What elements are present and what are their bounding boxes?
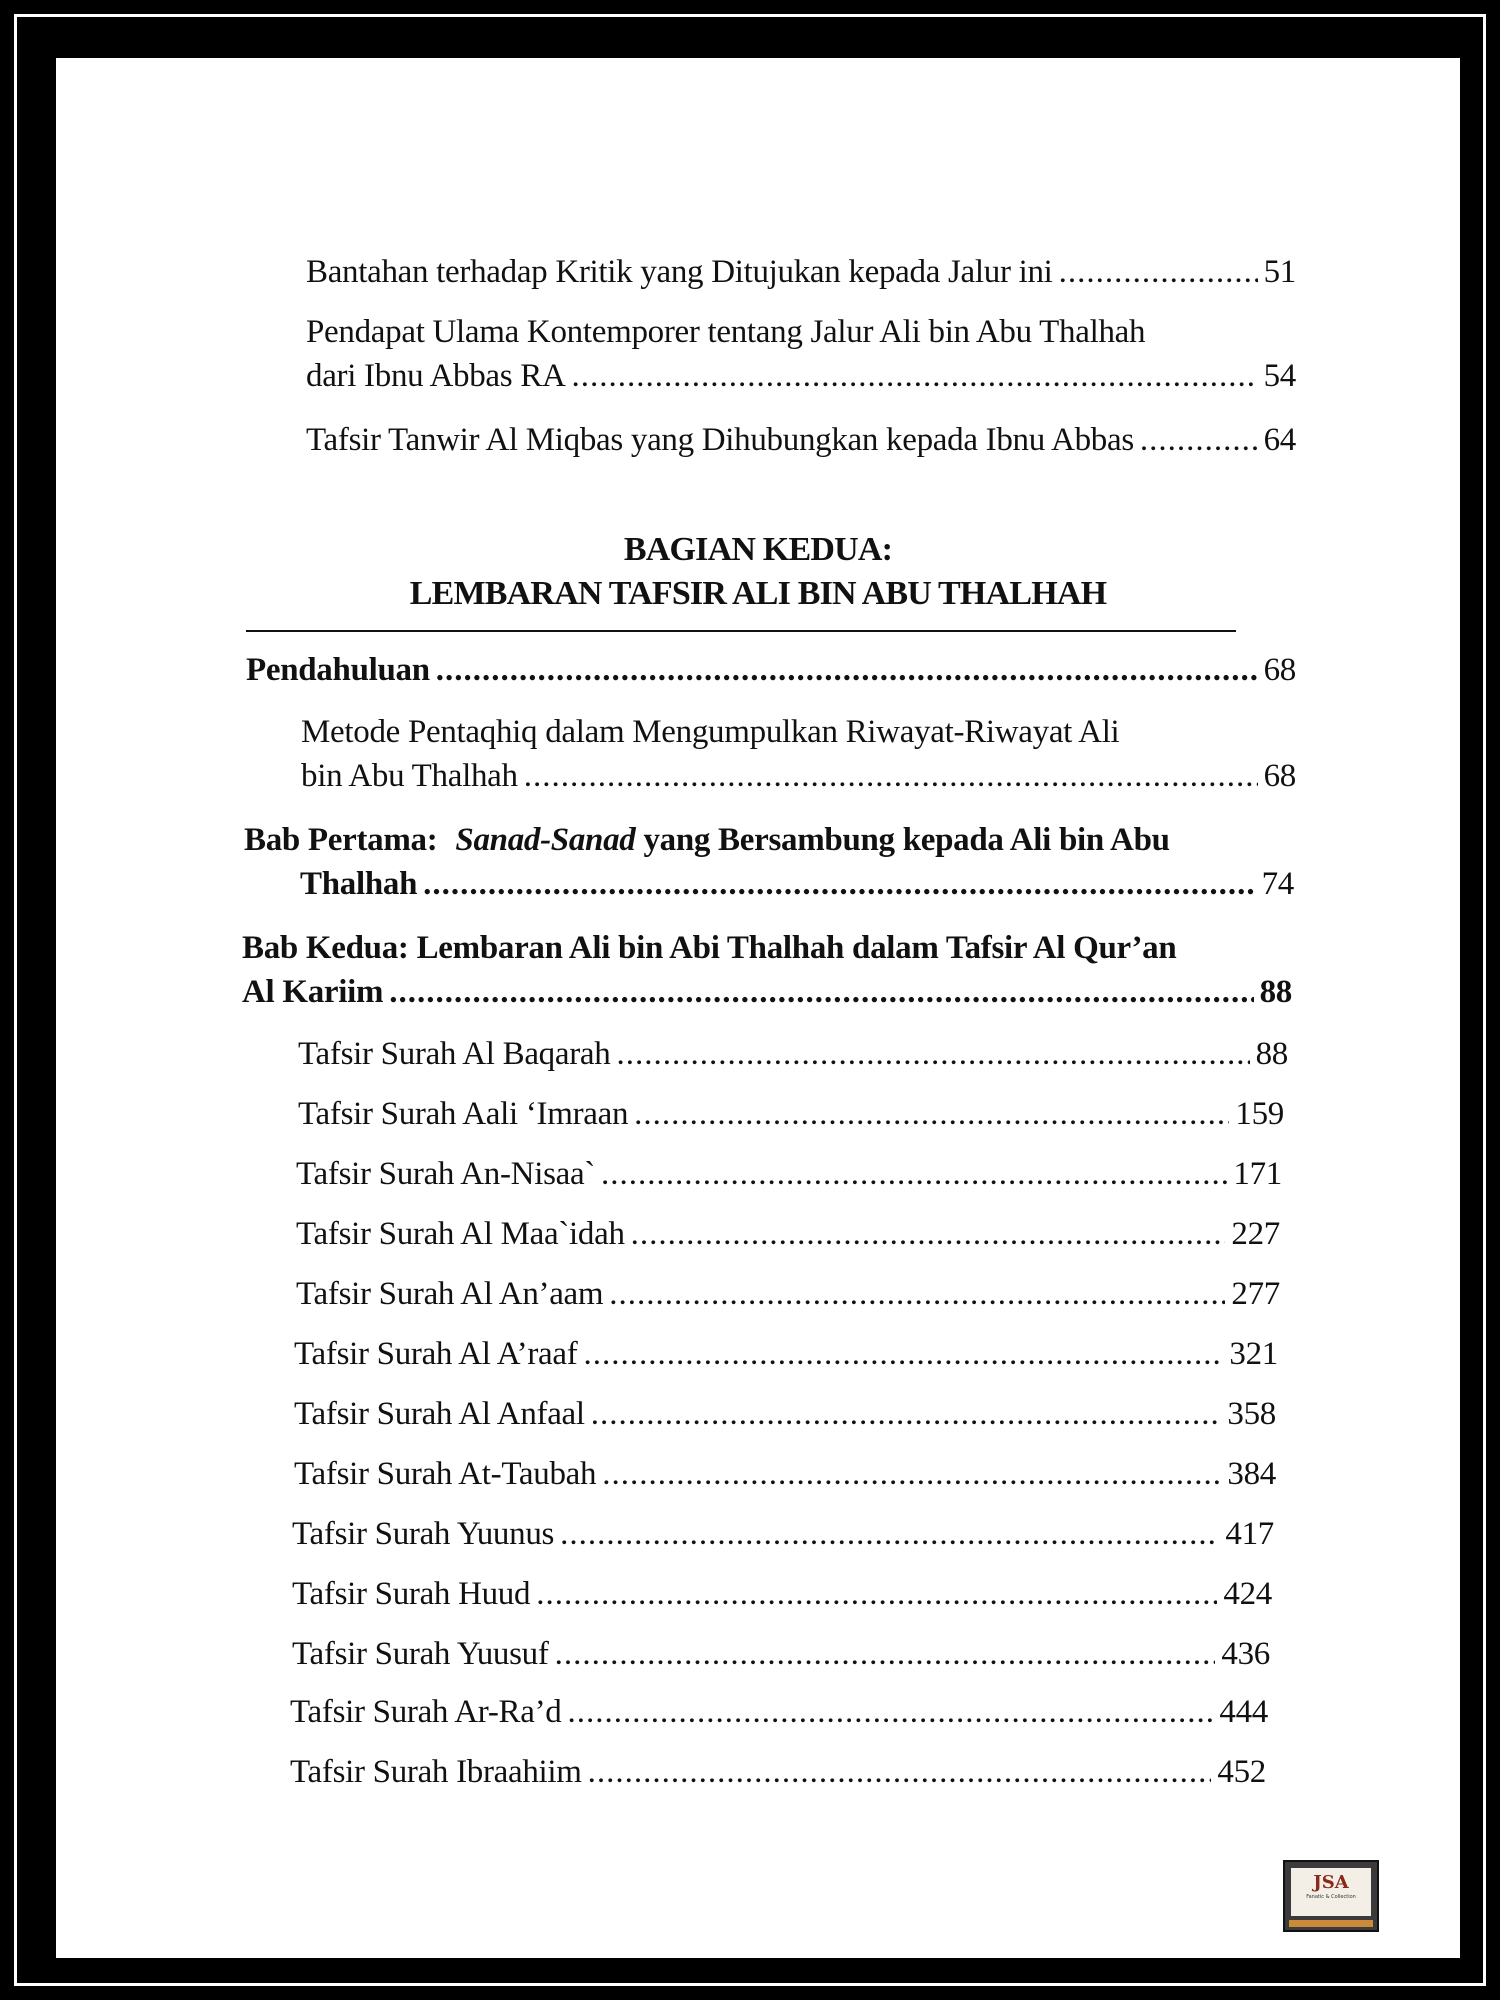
toc-entry-page: 277	[1231, 1276, 1280, 1312]
toc-entry-title-line2: Thalhah	[300, 866, 418, 902]
toc-entry-surah[interactable]	[290, 1750, 1266, 1794]
toc-entry-page: 444	[1219, 1694, 1268, 1730]
chapter-title-rest: yang Bersambung kepada Ali bin Abu	[643, 822, 1170, 858]
toc-entry-title-line2: bin Abu Thalhah	[301, 758, 518, 794]
toc-entry-surah[interactable]	[292, 1572, 1272, 1616]
toc-entry-title: Tafsir Surah Ibraahiim	[290, 1754, 582, 1790]
leader-dots	[616, 1032, 1249, 1076]
leader-dots	[423, 862, 1255, 906]
leader-dots	[1059, 250, 1258, 294]
toc-entry-pendahuluan[interactable]	[246, 648, 1296, 692]
toc-entry-surah[interactable]	[296, 1272, 1280, 1316]
toc-entry-page: 452	[1217, 1754, 1266, 1790]
leader-dots	[436, 648, 1258, 692]
toc-entry-bab-kedua[interactable]	[242, 926, 1292, 1014]
toc-entry-title: Pendahuluan	[246, 652, 430, 688]
toc-entry-title-line1: Bab Kedua: Lembaran Ali bin Abi Thalhah dalam Tafsir Al Qur’an	[242, 930, 1177, 966]
toc-entry-title: Tafsir Surah Al A’raaf	[294, 1336, 578, 1372]
toc-entry-surah[interactable]	[298, 1032, 1288, 1076]
toc-entry-page: 74	[1261, 866, 1294, 902]
toc-entry-title-line2: Al Kariim	[242, 974, 384, 1010]
toc-entry-title: Tafsir Surah Al An’aam	[296, 1276, 604, 1312]
toc-entry-surah[interactable]	[292, 1512, 1274, 1556]
toc-entry-title: Tafsir Surah Al Baqarah	[298, 1036, 611, 1072]
toc-entry-surah[interactable]	[292, 1632, 1270, 1676]
leader-dots	[536, 1572, 1217, 1616]
leader-dots	[588, 1750, 1212, 1794]
toc-entry-page: 227	[1231, 1216, 1280, 1252]
toc-entry-surah[interactable]	[290, 1690, 1268, 1734]
chapter-italic-title: Sanad-Sanad	[455, 822, 636, 858]
leader-dots	[602, 1452, 1221, 1496]
toc-entry-page: 51	[1263, 254, 1296, 290]
part-heading-line1: BAGIAN KEDUA:	[623, 531, 893, 568]
leader-dots	[601, 1152, 1227, 1196]
logo-tagline: Fanatic & Collection	[1306, 1894, 1356, 1900]
toc-entry-title: Tafsir Surah Al Maa`idah	[296, 1216, 625, 1252]
toc-entry-title: Tafsir Surah Yuunus	[292, 1516, 555, 1552]
toc-entry-title: Tafsir Surah Ar-Ra’d	[290, 1694, 562, 1730]
chapter-prefix: Bab Pertama:	[244, 822, 438, 858]
toc-entry-title: Tafsir Surah An-Nisaa`	[296, 1156, 596, 1192]
leader-dots	[567, 1690, 1213, 1734]
toc-entry-bab-pertama[interactable]	[244, 818, 1294, 906]
toc-entry[interactable]	[306, 418, 1296, 462]
toc-entry-surah[interactable]	[294, 1392, 1276, 1436]
toc-entry-title: Tafsir Surah At-Taubah	[294, 1456, 597, 1492]
leader-dots	[609, 1272, 1225, 1316]
leader-dots	[631, 1212, 1226, 1256]
table-of-contents	[56, 58, 1460, 1958]
toc-entry-page: 321	[1229, 1336, 1278, 1372]
leader-dots	[555, 1632, 1216, 1676]
toc-entry-page: 88	[1255, 1036, 1288, 1072]
toc-entry-page: 436	[1221, 1636, 1270, 1672]
toc-entry-surah[interactable]	[298, 1092, 1284, 1136]
toc-entry-title: Tafsir Surah Aali ‘Imraan	[298, 1096, 629, 1132]
leader-dots	[389, 970, 1253, 1014]
part-heading-line2: LEMBARAN TAFSIR ALI BIN ABU THALHAH	[409, 575, 1107, 612]
toc-entry-title-line2: dari Ibnu Abbas RA	[306, 358, 566, 394]
toc-entry-page: 159	[1235, 1096, 1284, 1132]
page	[56, 58, 1460, 1958]
toc-entry-page: 64	[1263, 422, 1296, 458]
toc-entry-title: Tafsir Tanwir Al Miqbas yang Dihubungkan kepada Ibnu Abbas	[306, 422, 1134, 458]
toc-entry-surah[interactable]	[296, 1212, 1280, 1256]
leader-dots	[572, 354, 1258, 398]
toc-entry-title: Tafsir Surah Al Anfaal	[294, 1396, 585, 1432]
toc-entry-page: 417	[1225, 1516, 1274, 1552]
leader-dots	[583, 1332, 1223, 1376]
leader-dots	[560, 1512, 1219, 1556]
heading-rule	[246, 630, 1236, 632]
toc-entry-page: 424	[1223, 1576, 1272, 1612]
toc-entry-page: 384	[1227, 1456, 1276, 1492]
toc-entry-page: 68	[1263, 652, 1296, 688]
toc-entry-page: 88	[1259, 974, 1292, 1010]
toc-entry-surah[interactable]	[296, 1152, 1282, 1196]
toc-entry-page: 358	[1227, 1396, 1276, 1432]
logo-base	[1289, 1920, 1373, 1927]
toc-entry-title-line1: Pendapat Ulama Kontemporer tentang Jalur Ali bin Abu Thalhah	[306, 314, 1146, 350]
toc-entry[interactable]	[306, 310, 1296, 398]
toc-entry-title: Tafsir Surah Huud	[292, 1576, 531, 1612]
leader-dots	[591, 1392, 1222, 1436]
logo-mark: JSA	[1313, 1872, 1349, 1893]
toc-entry-surah[interactable]	[294, 1452, 1276, 1496]
toc-entry-title: Bantahan terhadap Kritik yang Ditujukan kepada Jalur ini	[306, 254, 1053, 290]
leader-dots	[1140, 418, 1258, 462]
toc-entry-surah[interactable]	[294, 1332, 1278, 1376]
leader-dots	[524, 754, 1258, 798]
jsa-logo	[1283, 1860, 1379, 1932]
toc-entry[interactable]	[306, 250, 1296, 294]
toc-entry-page: 171	[1233, 1156, 1282, 1192]
toc-entry-title: Tafsir Surah Yuusuf	[292, 1636, 549, 1672]
toc-entry-title-line1: Metode Pentaqhiq dalam Mengumpulkan Riwayat-Riwayat Ali	[301, 714, 1120, 750]
leader-dots	[634, 1092, 1229, 1136]
logo-panel	[1291, 1868, 1371, 1916]
toc-entry-page: 54	[1263, 358, 1296, 394]
toc-entry-page: 68	[1263, 758, 1296, 794]
toc-entry-metode[interactable]	[301, 710, 1296, 798]
